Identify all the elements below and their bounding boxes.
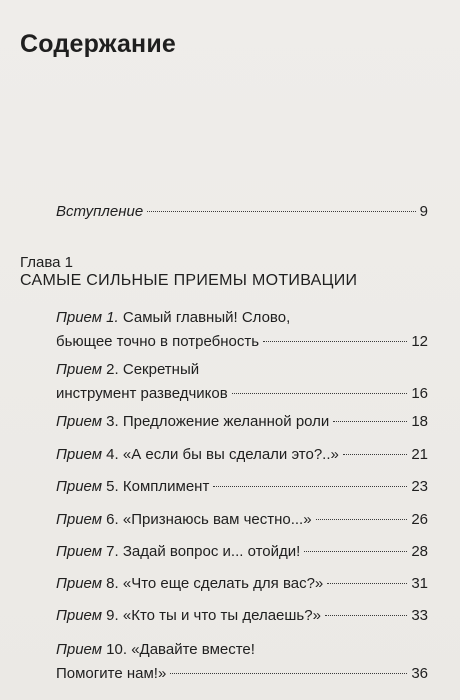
page-number: 23 — [411, 478, 428, 495]
entry-title: Самый главный! Слово, — [118, 309, 291, 326]
entry-prefix: Прием — [56, 641, 103, 658]
dot-leader — [232, 393, 408, 394]
page-number: 21 — [411, 446, 428, 463]
chapter-title: САМЫЕ СИЛЬНЫЕ ПРИЕМЫ МОТИВАЦИИ — [20, 272, 358, 289]
page-number: 31 — [411, 575, 428, 592]
dot-leader — [333, 421, 407, 422]
entry-prefix: Прием — [56, 607, 103, 624]
entry-prefix: Прием — [56, 361, 103, 378]
toc-entry — [56, 572, 428, 596]
page-number: 9 — [419, 203, 428, 220]
page-number: 16 — [411, 385, 428, 402]
entry-prefix: Прием — [56, 446, 103, 463]
dot-leader — [316, 519, 408, 520]
toc-entry — [56, 508, 428, 532]
dot-leader — [304, 551, 407, 552]
dot-leader — [343, 454, 407, 455]
toc-entry — [56, 306, 428, 354]
dot-leader — [147, 211, 415, 212]
entry-prefix: Прием — [56, 511, 103, 528]
dot-leader — [327, 583, 407, 584]
entry-title-cont: инструмент разведчиков — [56, 385, 228, 402]
toc-entry — [56, 410, 428, 434]
entry-title: 5. Комплимент — [102, 478, 210, 495]
page-number: 28 — [411, 543, 428, 560]
entry-title-cont: бьющее точно в потребность — [56, 333, 260, 350]
entry-title: 10. «Давайте вместе! — [102, 641, 255, 658]
entry-prefix: Прием 1. — [56, 309, 119, 326]
toc-entry — [56, 443, 428, 467]
toc-entry — [56, 358, 428, 406]
toc-entry — [56, 604, 428, 628]
entry-title: 3. Предложение желанной роли — [102, 413, 330, 430]
entry-title: 8. «Что еще сделать для вас?» — [102, 575, 324, 592]
chapter-label: Глава 1 — [20, 254, 74, 271]
dot-leader — [213, 486, 407, 487]
page-number: 36 — [411, 665, 428, 682]
entry-title: 6. «Признаюсь вам честно...» — [102, 511, 312, 528]
toc-entry — [56, 475, 428, 499]
entry-prefix: Прием — [56, 575, 103, 592]
entry-label: Вступление — [56, 203, 144, 220]
entry-prefix: Прием — [56, 413, 103, 430]
page-number: 26 — [411, 511, 428, 528]
entry-title: 9. «Кто ты и что ты делаешь?» — [102, 607, 321, 624]
dot-leader — [170, 673, 407, 674]
entry-prefix: Прием — [56, 543, 103, 560]
page-number: 12 — [411, 333, 428, 350]
entry-title: 4. «А если бы вы сделали это?..» — [102, 446, 339, 463]
toc-entry — [56, 540, 428, 564]
dot-leader — [263, 341, 407, 342]
toc-entry — [56, 638, 428, 686]
entry-title: 7. Задай вопрос и... отойди! — [102, 543, 301, 560]
entry-title: 2. Секретный — [102, 361, 200, 378]
page-title: Содержание — [20, 30, 177, 58]
entry-title-cont: Помогите нам!» — [56, 665, 167, 682]
toc-entry-intro — [56, 200, 428, 224]
dot-leader — [325, 615, 407, 616]
page-number: 33 — [411, 607, 428, 624]
entry-prefix: Прием — [56, 478, 103, 495]
page-number: 18 — [411, 413, 428, 430]
